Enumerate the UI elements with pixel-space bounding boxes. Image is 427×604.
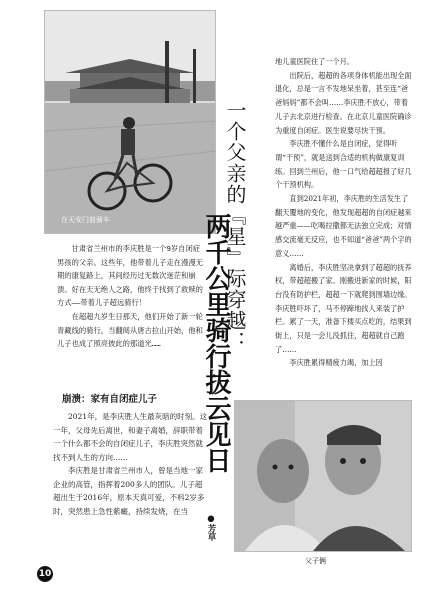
intro-paragraph: 甘肃省兰州市的李庆胜是一个9岁自闭症男孩的父亲。这些年，他带着儿子走在漫漫无期的康复路上，其间经历过无数次迷茫和崩溃。好在天无绝人之路，他终于找到了救赎的方式——带着儿子超远骑行！ xyxy=(57,244,203,308)
photo-caption: 父子俩 xyxy=(305,557,326,565)
body-paragraph: 李庆胜是甘肃省兰州市人，曾是当地一家企业的高管，指挥着200多人的团队。儿子超超出生于2016年，原本天真可爱，不料2岁多时，突然患上急性紫癜，持续发烧，在当 xyxy=(53,466,205,516)
tiananmen-photo-image xyxy=(45,11,215,233)
body-column-left xyxy=(53,410,208,518)
body-paragraph: 直到2021年初，李庆胜的生活发生了翻天覆地的变化，他发现超超的自闭症越来越严重——吃喝拉撒都无法独立完成；对情感交流毫无反应，也不知道“爸爸”两个字的意义…… xyxy=(275,194,412,258)
article-title-main: 一个父亲的『星』际穿越： xyxy=(223,100,247,352)
section-subhead: 崩溃：家有自闭症儿子 xyxy=(62,394,158,405)
body-column-right xyxy=(275,55,415,370)
article-author: ●芳草 xyxy=(206,514,216,541)
page-number: 10 xyxy=(37,566,53,582)
body-paragraph: 李庆胜不懂什么是自闭症，觉得听谓“干预”，就是送到合适的机构做康复训练。回到兰州后，他一口气给超超报了好几个干预机构。 xyxy=(275,139,412,190)
photo-father-and-son xyxy=(234,400,412,552)
photo-tiananmen-cycling xyxy=(44,10,216,234)
body-paragraph: 离婚后，李庆胜坚决拿到了超超的抚养权，带超超搬了家。刚搬进新家的时候，阳台没有防护栏，超超一下就爬到围墙边缘。李庆胜吓坏了，马不停蹄地找人来装了护栏。累了一天，准备下楼买点吃的，结果到街上，只是一会儿没抓住，超超就自己跑了…… xyxy=(275,262,412,354)
article-title-sub: 两千公里骑行拔云见日 xyxy=(201,213,231,473)
intro-paragraph: 在超超九岁生日那天，他们开始了新一轮青藏线的骑行，当翻阅从唐古拉山开始，他和儿子也成了照亮彼此的那道光…… xyxy=(57,311,203,349)
body-paragraph: 李庆胜累得精疲力竭，加上因 xyxy=(289,358,383,368)
photo-caption: 在天安门前骑车 xyxy=(61,216,110,224)
father-son-photo-image xyxy=(235,401,411,551)
body-paragraph: 出院后，超超的各项身体机能出现全面退化，总是一言不发地呆坐着，甚至连“爸爸妈妈”都不会叫……李庆胜不放心，带着儿子去北京进行检查。在北京儿童医院确诊为重度自闭症。医生说要尽快干预。 xyxy=(275,70,412,135)
body-paragraph: 2021年，是李庆胜人生最灰暗的时刻。这一年，父母先后离世，和妻子离婚，辞职带着一个什么都不会的自闭症儿子，李庆胜突然就找不到人生的方向…… xyxy=(53,412,208,462)
body-paragraph: 地儿童医院住了一个月。 xyxy=(275,57,355,66)
article-intro xyxy=(57,242,207,351)
